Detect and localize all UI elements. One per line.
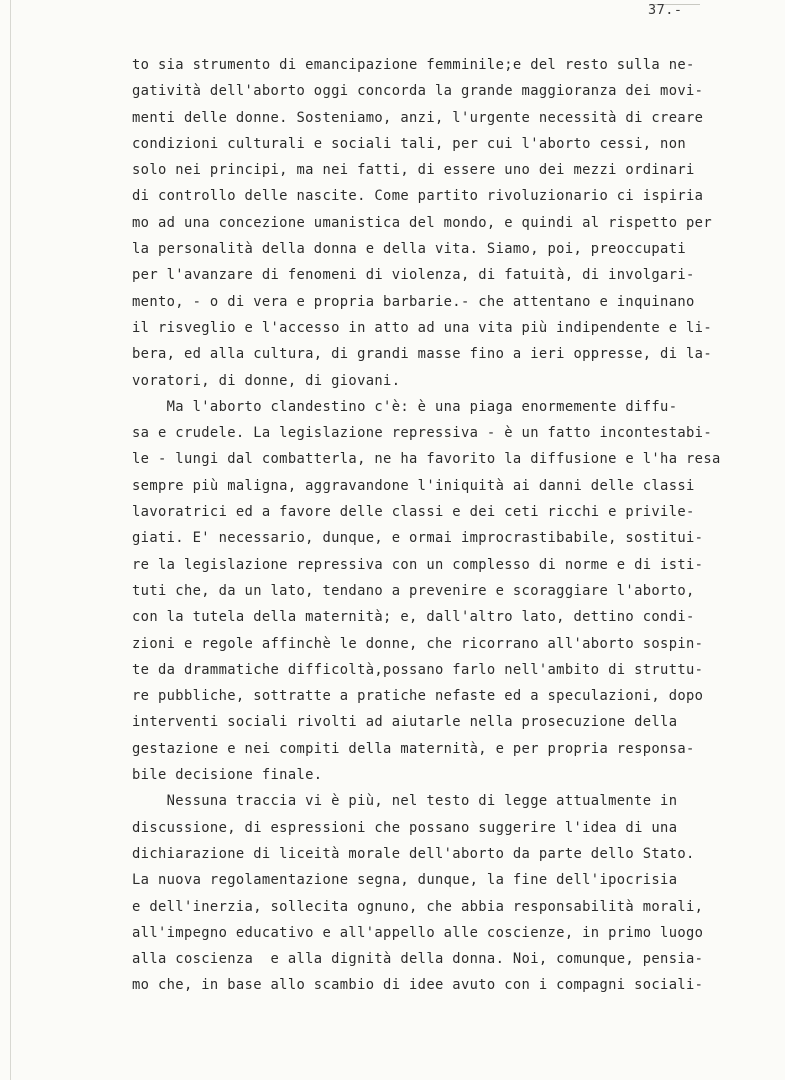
page-number: 37.- bbox=[648, 2, 683, 18]
text-line: lavoratrici ed a favore delle classi e dei ceti ricchi e privile- bbox=[132, 504, 695, 521]
text-line: bile decisione finale. bbox=[132, 767, 323, 784]
text-line: to sia strumento di emancipazione femminile;e del resto sulla ne- bbox=[132, 57, 695, 73]
text-line: re la legislazione repressiva con un complesso di norme e di isti- bbox=[132, 556, 704, 573]
body-text bbox=[132, 52, 772, 999]
text-line: tuti che, da un lato, tendano a prevenire e scoraggiare l'aborto, bbox=[132, 582, 695, 599]
page-edge-shadow bbox=[10, 0, 11, 1080]
text-line: e dell'inerzia, sollecita ognuno, che abbia responsabilità morali, bbox=[132, 898, 704, 915]
text-line: interventi sociali rivolti ad aiutarle nella prosecuzione della bbox=[132, 714, 678, 731]
text-line: mo ad una concezione umanistica del mondo, e quindi al rispetto per bbox=[132, 214, 712, 231]
text-line: giati. E' necessario, dunque, e ormai improcrastibabile, sostitui- bbox=[132, 530, 704, 547]
text-line: Nessuna traccia vi è più, nel testo di legge attualmente in bbox=[132, 793, 678, 810]
text-line: discussione, di espressioni che possano suggerire l'idea di una bbox=[132, 819, 678, 836]
text-line: re pubbliche, sottratte a pratiche nefaste ed a speculazioni, dopo bbox=[132, 688, 704, 705]
text-line: zioni e regole affinchè le donne, che ricorrano all'aborto sospin- bbox=[132, 635, 704, 652]
text-line: per l'avanzare di fenomeni di violenza, di fatuità, di involgari- bbox=[132, 267, 695, 284]
text-line: Ma l'aborto clandestino c'è: è una piaga enormemente diffu- bbox=[132, 398, 678, 415]
text-line: dichiarazione di liceità morale dell'aborto da parte dello Stato. bbox=[132, 845, 695, 862]
text-line: gatività dell'aborto oggi concorda la grande maggioranza dei movi- bbox=[132, 83, 704, 100]
text-line: mento, - o di vera e propria barbarie.- che attentano e inquinano bbox=[132, 293, 695, 310]
text-line: bera, ed alla cultura, di grandi masse fino a ieri oppresse, di la- bbox=[132, 346, 712, 363]
text-line: alla coscienza e alla dignità della donna. Noi, comunque, pensia- bbox=[132, 951, 704, 968]
text-line: sempre più maligna, aggravandone l'iniquità ai danni delle classi bbox=[132, 477, 695, 494]
text-line: sa e crudele. La legislazione repressiva - è un fatto incontestabi- bbox=[132, 425, 712, 442]
text-line: all'impegno educativo e all'appello alle coscienze, in primo luogo bbox=[132, 924, 704, 941]
text-line: le - lungi dal combatterla, ne ha favorito la diffusione e l'ha resa bbox=[132, 451, 721, 468]
text-line: voratori, di donne, di giovani. bbox=[132, 372, 401, 389]
text-line: il risveglio e l'accesso in atto ad una vita più indipendente e li- bbox=[132, 319, 712, 336]
text-line: la personalità della donna e della vita. Siamo, poi, preoccupati bbox=[132, 241, 687, 258]
text-line: di controllo delle nascite. Come partito rivoluzionario ci ispiria bbox=[132, 188, 704, 205]
text-line: mo che, in base allo scambio di idee avuto con i compagni sociali- bbox=[132, 977, 704, 994]
text-line: La nuova regolamentazione segna, dunque, la fine dell'ipocrisia bbox=[132, 872, 678, 889]
text-line: gestazione e nei compiti della maternità, e per propria responsa- bbox=[132, 740, 695, 757]
text-line: solo nei principi, ma nei fatti, di essere uno dei mezzi ordinari bbox=[132, 162, 695, 179]
text-line: con la tutela della maternità; e, dall'altro lato, dettino condi- bbox=[132, 609, 695, 626]
text-line: menti delle donne. Sosteniamo, anzi, l'urgente necessità di creare bbox=[132, 109, 704, 126]
text-line: condizioni culturali e sociali tali, per cui l'aborto cessi, non bbox=[132, 135, 687, 152]
text-line: te da drammatiche difficoltà,possano farlo nell'ambito di struttu- bbox=[132, 661, 704, 678]
